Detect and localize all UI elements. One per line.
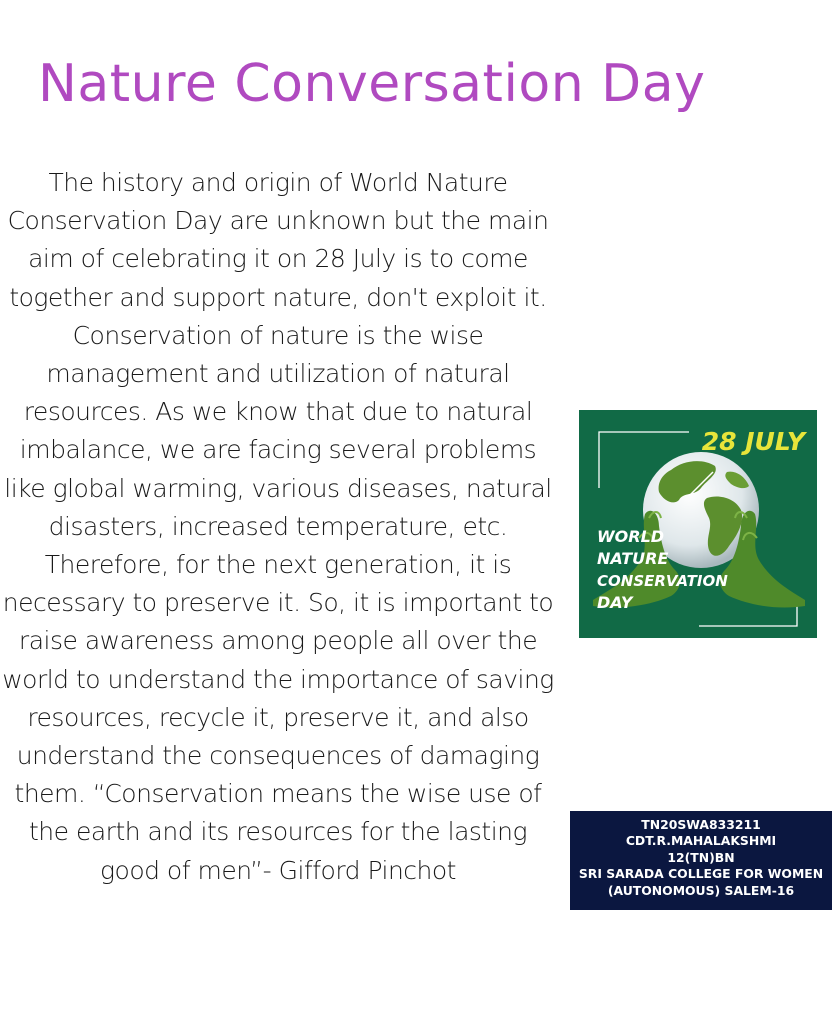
page-title: Nature Conversation Day [38,54,706,114]
poster-line-1: WORLD [597,527,665,546]
cadet-id-card [570,811,832,910]
article-body: The history and origin of World Nature Conservation Day are unknown but the main aim of celebrating it on 28 July is to come together and support nature, don't exploit it. Conservation of nature is the wise management and utilization of natural resources. As we know that due to natural imbalance, we are facing several problems like global warming, various diseases, natural disasters, increased temperature, etc. Therefore, for the next generation, it is necessary to preserve it. So, it is important to raise awareness among people all over the world to understand the importance of saving resources, recycle it, preserve it, and also understand the consequences of damaging them. “Conservation means the wise use of the earth and its resources for the lasting good of men”- Gifford Pinchot [2,168,554,885]
battalion: 12(TN)BN [667,849,735,865]
cadet-number: TN20SWA833211 [641,817,761,832]
poster-date: 28 JULY [701,427,805,456]
poster-graphic [579,410,817,638]
poster-line-4: DAY [597,593,633,612]
poster-line-2: NATURE [597,549,669,568]
college-location: (AUTONOMOUS) SALEM-16 [607,882,795,898]
poster-line-3: CONSERVATION [597,572,728,590]
nature-conservation-poster [579,410,817,638]
cadet-name: CDT.R.MAHALAKSHMI [625,833,777,849]
college-name: SRI SARADA COLLEGE FOR WOMEN [578,866,824,882]
